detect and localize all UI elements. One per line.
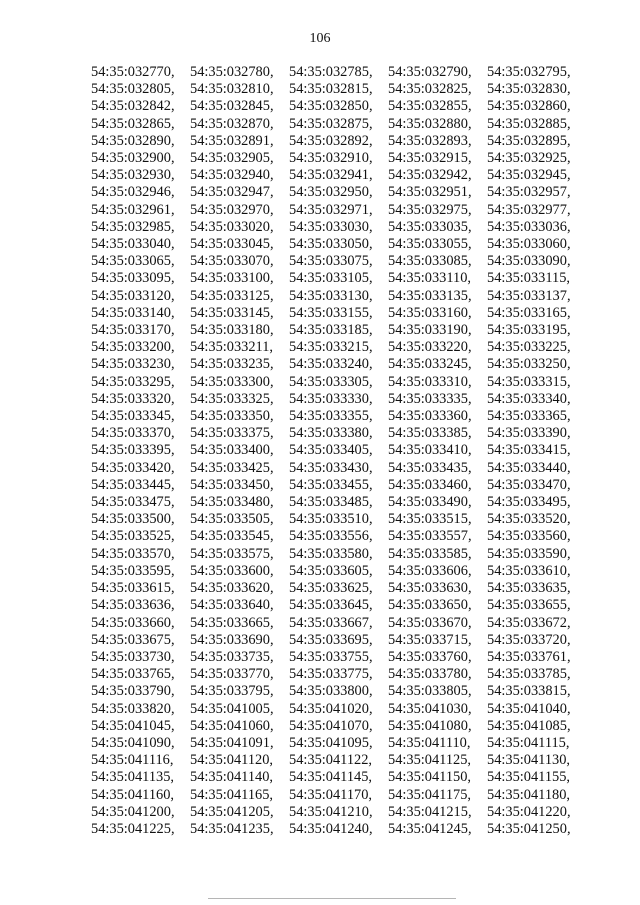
cadastral-number-cell: 54:35:033300, bbox=[190, 373, 274, 390]
table-row bbox=[91, 511, 571, 528]
cadastral-number-cell: 54:35:041155, bbox=[487, 769, 571, 786]
cadastral-number-cell: 54:35:033615, bbox=[91, 580, 175, 597]
cadastral-number-cell: 54:35:033070, bbox=[190, 253, 274, 270]
cadastral-number-cell: 54:35:032893, bbox=[388, 132, 472, 149]
cadastral-number-cell: 54:35:033695, bbox=[289, 631, 373, 648]
bottom-rule bbox=[208, 898, 456, 899]
cadastral-number-cell: 54:35:033330, bbox=[289, 390, 373, 407]
cadastral-number-cell: 54:35:033660, bbox=[91, 614, 175, 631]
cadastral-number-cell: 54:35:033585, bbox=[388, 545, 472, 562]
cadastral-number-cell: 54:35:032977, bbox=[487, 201, 571, 218]
cadastral-number-cell: 54:35:033435, bbox=[388, 459, 472, 476]
cadastral-number-cell: 54:35:033775, bbox=[289, 666, 373, 683]
table-row bbox=[91, 804, 571, 821]
cadastral-number-cell: 54:35:032795, bbox=[487, 64, 571, 80]
cadastral-number-cell: 54:35:032985, bbox=[91, 218, 175, 235]
cadastral-number-cell: 54:35:032785, bbox=[289, 64, 373, 80]
cadastral-number-cell: 54:35:033575, bbox=[190, 545, 274, 562]
table-row bbox=[91, 597, 571, 614]
cadastral-number-cell: 54:35:033110, bbox=[388, 270, 472, 287]
cadastral-number-cell: 54:35:032895, bbox=[487, 132, 571, 149]
cadastral-number-cell: 54:35:033405, bbox=[289, 442, 373, 459]
cadastral-number-cell: 54:35:033635, bbox=[487, 580, 571, 597]
cadastral-number-cell: 54:35:033765, bbox=[91, 666, 175, 683]
cadastral-number-cell: 54:35:033475, bbox=[91, 494, 175, 511]
cadastral-number-cell: 54:35:033335, bbox=[388, 390, 472, 407]
cadastral-number-cell: 54:35:032810, bbox=[190, 81, 274, 98]
cadastral-number-table bbox=[91, 64, 571, 838]
cadastral-number-cell: 54:35:033045, bbox=[190, 236, 274, 253]
cadastral-number-cell: 54:35:033780, bbox=[388, 666, 472, 683]
cadastral-number-cell: 54:35:041080, bbox=[388, 717, 472, 734]
cadastral-number-cell: 54:35:041140, bbox=[190, 769, 274, 786]
cadastral-number-cell: 54:35:033145, bbox=[190, 304, 274, 321]
cadastral-number-cell: 54:35:032970, bbox=[190, 201, 274, 218]
cadastral-number-cell: 54:35:033675, bbox=[91, 631, 175, 648]
cadastral-number-cell: 54:35:033790, bbox=[91, 683, 175, 700]
table-row bbox=[91, 425, 571, 442]
table-row bbox=[91, 408, 571, 425]
cadastral-number-cell: 54:35:032865, bbox=[91, 115, 175, 132]
cadastral-number-cell: 54:35:041235, bbox=[190, 820, 274, 837]
cadastral-number-cell: 54:35:033785, bbox=[487, 666, 571, 683]
cadastral-number-cell: 54:35:041110, bbox=[388, 734, 471, 751]
table-row bbox=[91, 288, 571, 305]
table-row bbox=[91, 64, 571, 81]
cadastral-number-cell: 54:35:033370, bbox=[91, 425, 175, 442]
table-row bbox=[91, 666, 571, 683]
cadastral-number-cell: 54:35:033215, bbox=[289, 339, 373, 356]
cadastral-number-cell: 54:35:033320, bbox=[91, 390, 175, 407]
cadastral-number-cell: 54:35:033160, bbox=[388, 304, 472, 321]
cadastral-number-cell: 54:35:032945, bbox=[487, 167, 571, 184]
cadastral-number-cell: 54:35:033645, bbox=[289, 597, 373, 614]
cadastral-number-cell: 54:35:032910, bbox=[289, 150, 373, 167]
cadastral-number-cell: 54:35:033245, bbox=[388, 356, 472, 373]
cadastral-number-cell: 54:35:033755, bbox=[289, 648, 373, 665]
table-row bbox=[91, 150, 571, 167]
cadastral-number-cell: 54:35:033600, bbox=[190, 562, 274, 579]
cadastral-number-cell: 54:35:033390, bbox=[487, 425, 571, 442]
cadastral-number-cell: 54:35:041030, bbox=[388, 700, 472, 717]
cadastral-number-cell: 54:35:033505, bbox=[190, 511, 274, 528]
table-row bbox=[91, 494, 571, 511]
cadastral-number-cell: 54:35:033730, bbox=[91, 648, 175, 665]
table-row bbox=[91, 270, 571, 287]
cadastral-number-cell: 54:35:033515, bbox=[388, 511, 472, 528]
cadastral-number-cell: 54:35:033355, bbox=[289, 408, 373, 425]
cadastral-number-cell: 54:35:033665, bbox=[190, 614, 274, 631]
cadastral-number-cell: 54:35:033485, bbox=[289, 494, 373, 511]
table-row bbox=[91, 253, 571, 270]
cadastral-number-cell: 54:35:032845, bbox=[190, 98, 274, 115]
cadastral-number-cell: 54:35:033200, bbox=[91, 339, 175, 356]
cadastral-number-cell: 54:35:033495, bbox=[487, 494, 571, 511]
cadastral-number-cell: 54:35:041240, bbox=[289, 820, 373, 837]
cadastral-number-cell: 54:35:033655, bbox=[487, 597, 571, 614]
cadastral-number-cell: 54:35:033667, bbox=[289, 614, 373, 631]
cadastral-number-cell: 54:35:033450, bbox=[190, 476, 274, 493]
cadastral-number-cell: 54:35:033595, bbox=[91, 562, 175, 579]
cadastral-number-cell: 54:35:041135, bbox=[91, 769, 175, 786]
cadastral-number-cell: 54:35:032950, bbox=[289, 184, 373, 201]
cadastral-number-cell: 54:35:033470, bbox=[487, 476, 571, 493]
cadastral-number-cell: 54:35:033295, bbox=[91, 373, 175, 390]
table-row bbox=[91, 356, 571, 373]
cadastral-number-cell: 54:35:032830, bbox=[487, 81, 571, 98]
cadastral-number-cell: 54:35:033720, bbox=[487, 631, 571, 648]
cadastral-number-cell: 54:35:041205, bbox=[190, 803, 274, 820]
table-row bbox=[91, 546, 571, 563]
cadastral-number-cell: 54:35:041200, bbox=[91, 803, 175, 820]
cadastral-number-cell: 54:35:033650, bbox=[388, 597, 472, 614]
cadastral-number-cell: 54:35:033556, bbox=[289, 528, 373, 545]
cadastral-number-cell: 54:35:033420, bbox=[91, 459, 175, 476]
cadastral-number-cell: 54:35:033455, bbox=[289, 476, 373, 493]
cadastral-number-cell: 54:35:033211, bbox=[190, 339, 274, 356]
cadastral-number-cell: 54:35:033350, bbox=[190, 408, 274, 425]
cadastral-number-cell: 54:35:041005, bbox=[190, 700, 274, 717]
cadastral-number-cell: 54:35:041125, bbox=[388, 752, 472, 769]
cadastral-number-cell: 54:35:033460, bbox=[388, 476, 472, 493]
cadastral-number-cell: 54:35:033630, bbox=[388, 580, 472, 597]
cadastral-number-cell: 54:35:041095, bbox=[289, 734, 373, 751]
table-row bbox=[91, 339, 571, 356]
cadastral-number-cell: 54:35:033590, bbox=[487, 545, 571, 562]
cadastral-number-cell: 54:35:033636, bbox=[91, 597, 175, 614]
table-row bbox=[91, 580, 571, 597]
table-row bbox=[91, 219, 571, 236]
cadastral-number-cell: 54:35:033690, bbox=[190, 631, 274, 648]
cadastral-number-cell: 54:35:033135, bbox=[388, 287, 472, 304]
cadastral-number-cell: 54:35:041040, bbox=[487, 700, 571, 717]
cadastral-number-cell: 54:35:041210, bbox=[289, 803, 373, 820]
cadastral-number-cell: 54:35:041180, bbox=[487, 786, 571, 803]
cadastral-number-cell: 54:35:032855, bbox=[388, 98, 472, 115]
table-row bbox=[91, 752, 571, 769]
cadastral-number-cell: 54:35:041225, bbox=[91, 820, 175, 837]
cadastral-number-cell: 54:35:041115, bbox=[487, 734, 570, 751]
cadastral-number-cell: 54:35:033085, bbox=[388, 253, 472, 270]
cadastral-number-cell: 54:35:033360, bbox=[388, 408, 472, 425]
table-row bbox=[91, 769, 571, 786]
cadastral-number-cell: 54:35:033055, bbox=[388, 236, 472, 253]
cadastral-number-cell: 54:35:033240, bbox=[289, 356, 373, 373]
cadastral-number-cell: 54:35:033480, bbox=[190, 494, 274, 511]
cadastral-number-cell: 54:35:033520, bbox=[487, 511, 571, 528]
cadastral-number-cell: 54:35:033036, bbox=[487, 218, 571, 235]
cadastral-number-cell: 54:35:033325, bbox=[190, 390, 274, 407]
cadastral-number-cell: 54:35:033195, bbox=[487, 322, 571, 339]
cadastral-number-cell: 54:35:032915, bbox=[388, 150, 472, 167]
cadastral-number-cell: 54:35:032815, bbox=[289, 81, 373, 98]
cadastral-number-cell: 54:35:033385, bbox=[388, 425, 472, 442]
cadastral-number-cell: 54:35:033805, bbox=[388, 683, 472, 700]
cadastral-number-cell: 54:35:032780, bbox=[190, 64, 274, 80]
cadastral-number-cell: 54:35:033035, bbox=[388, 218, 472, 235]
cadastral-number-cell: 54:35:041175, bbox=[388, 786, 472, 803]
table-row bbox=[91, 701, 571, 718]
cadastral-number-cell: 54:35:033137, bbox=[487, 287, 571, 304]
cadastral-number-cell: 54:35:041215, bbox=[388, 803, 472, 820]
cadastral-number-cell: 54:35:041145, bbox=[289, 769, 373, 786]
cadastral-number-cell: 54:35:041020, bbox=[289, 700, 373, 717]
cadastral-number-cell: 54:35:032805, bbox=[91, 81, 175, 98]
cadastral-number-cell: 54:35:033445, bbox=[91, 476, 175, 493]
table-row bbox=[91, 442, 571, 459]
cadastral-number-cell: 54:35:032942, bbox=[388, 167, 472, 184]
cadastral-number-cell: 54:35:041130, bbox=[487, 752, 571, 769]
cadastral-number-cell: 54:35:033670, bbox=[388, 614, 472, 631]
cadastral-number-cell: 54:35:041245, bbox=[388, 820, 472, 837]
cadastral-number-cell: 54:35:033375, bbox=[190, 425, 274, 442]
cadastral-number-cell: 54:35:033065, bbox=[91, 253, 175, 270]
cadastral-number-cell: 54:35:033380, bbox=[289, 425, 373, 442]
table-row bbox=[91, 528, 571, 545]
cadastral-number-cell: 54:35:041122, bbox=[289, 752, 373, 769]
cadastral-number-cell: 54:35:033060, bbox=[487, 236, 571, 253]
table-body bbox=[91, 64, 571, 838]
table-row bbox=[91, 236, 571, 253]
table-row bbox=[91, 821, 571, 838]
cadastral-number-cell: 54:35:033510, bbox=[289, 511, 373, 528]
table-row bbox=[91, 133, 571, 150]
table-row bbox=[91, 98, 571, 115]
cadastral-number-cell: 54:35:033170, bbox=[91, 322, 175, 339]
cadastral-number-cell: 54:35:032885, bbox=[487, 115, 571, 132]
cadastral-number-cell: 54:35:033115, bbox=[487, 270, 571, 287]
cadastral-number-cell: 54:35:033625, bbox=[289, 580, 373, 597]
cadastral-number-cell: 54:35:032891, bbox=[190, 132, 274, 149]
cadastral-number-cell: 54:35:033235, bbox=[190, 356, 274, 373]
cadastral-number-cell: 54:35:032971, bbox=[289, 201, 373, 218]
cadastral-number-cell: 54:35:033250, bbox=[487, 356, 571, 373]
table-row bbox=[91, 787, 571, 804]
cadastral-number-cell: 54:35:033020, bbox=[190, 218, 274, 235]
cadastral-number-cell: 54:35:033715, bbox=[388, 631, 472, 648]
cadastral-number-cell: 54:35:032941, bbox=[289, 167, 373, 184]
cadastral-number-cell: 54:35:033030, bbox=[289, 218, 373, 235]
cadastral-number-cell: 54:35:032951, bbox=[388, 184, 472, 201]
cadastral-number-cell: 54:35:032946, bbox=[91, 184, 175, 201]
table-row bbox=[91, 116, 571, 133]
cadastral-number-cell: 54:35:041060, bbox=[190, 717, 274, 734]
cadastral-number-cell: 54:35:033570, bbox=[91, 545, 175, 562]
cadastral-number-cell: 54:35:033500, bbox=[91, 511, 175, 528]
cadastral-number-cell: 54:35:032900, bbox=[91, 150, 175, 167]
cadastral-number-cell: 54:35:033557, bbox=[388, 528, 472, 545]
cadastral-number-cell: 54:35:033440, bbox=[487, 459, 571, 476]
cadastral-number-cell: 54:35:032875, bbox=[289, 115, 373, 132]
cadastral-number-cell: 54:35:033820, bbox=[91, 700, 175, 717]
cadastral-number-cell: 54:35:033310, bbox=[388, 373, 472, 390]
cadastral-number-cell: 54:35:041160, bbox=[91, 786, 175, 803]
cadastral-number-cell: 54:35:041170, bbox=[289, 786, 373, 803]
table-row bbox=[91, 477, 571, 494]
cadastral-number-cell: 54:35:033140, bbox=[91, 304, 175, 321]
cadastral-number-cell: 54:35:033610, bbox=[487, 562, 571, 579]
cadastral-number-cell: 54:35:033155, bbox=[289, 304, 373, 321]
cadastral-number-cell: 54:35:041116, bbox=[91, 752, 174, 769]
table-row bbox=[91, 374, 571, 391]
cadastral-number-cell: 54:35:033180, bbox=[190, 322, 274, 339]
cadastral-number-cell: 54:35:033760, bbox=[388, 648, 472, 665]
cadastral-number-cell: 54:35:033490, bbox=[388, 494, 472, 511]
cadastral-number-cell: 54:35:041045, bbox=[91, 717, 175, 734]
cadastral-number-cell: 54:35:033220, bbox=[388, 339, 472, 356]
cadastral-number-cell: 54:35:033761, bbox=[487, 648, 571, 665]
table-row bbox=[91, 563, 571, 580]
cadastral-number-cell: 54:35:032880, bbox=[388, 115, 472, 132]
cadastral-number-cell: 54:35:032850, bbox=[289, 98, 373, 115]
cadastral-number-cell: 54:35:032925, bbox=[487, 150, 571, 167]
cadastral-number-cell: 54:35:041091, bbox=[190, 734, 274, 751]
cadastral-number-cell: 54:35:033095, bbox=[91, 270, 175, 287]
cadastral-number-cell: 54:35:033340, bbox=[487, 390, 571, 407]
cadastral-number-cell: 54:35:033230, bbox=[91, 356, 175, 373]
cadastral-number-cell: 54:35:033190, bbox=[388, 322, 472, 339]
cadastral-number-cell: 54:35:033050, bbox=[289, 236, 373, 253]
table-row bbox=[91, 322, 571, 339]
cadastral-number-cell: 54:35:032790, bbox=[388, 64, 472, 80]
cadastral-number-cell: 54:35:033606, bbox=[388, 562, 472, 579]
cadastral-number-cell: 54:35:033090, bbox=[487, 253, 571, 270]
cadastral-number-cell: 54:35:041150, bbox=[388, 769, 472, 786]
cadastral-number-cell: 54:35:033395, bbox=[91, 442, 175, 459]
table-row bbox=[91, 683, 571, 700]
cadastral-number-cell: 54:35:032842, bbox=[91, 98, 175, 115]
cadastral-number-cell: 54:35:033120, bbox=[91, 287, 175, 304]
cadastral-number-cell: 54:35:033075, bbox=[289, 253, 373, 270]
cadastral-number-cell: 54:35:041090, bbox=[91, 734, 175, 751]
table-row bbox=[91, 735, 571, 752]
cadastral-number-cell: 54:35:032957, bbox=[487, 184, 571, 201]
cadastral-number-cell: 54:35:033620, bbox=[190, 580, 274, 597]
table-row bbox=[91, 167, 571, 184]
cadastral-number-cell: 54:35:033580, bbox=[289, 545, 373, 562]
cadastral-number-cell: 54:35:033640, bbox=[190, 597, 274, 614]
cadastral-number-cell: 54:35:033672, bbox=[487, 614, 571, 631]
cadastral-number-cell: 54:35:041250, bbox=[487, 820, 571, 837]
cadastral-number-cell: 54:35:041085, bbox=[487, 717, 571, 734]
page-number: 106 bbox=[309, 31, 331, 46]
cadastral-number-cell: 54:35:033770, bbox=[190, 666, 274, 683]
cadastral-number-cell: 54:35:033225, bbox=[487, 339, 571, 356]
cadastral-number-cell: 54:35:033130, bbox=[289, 287, 373, 304]
cadastral-number-cell: 54:35:041220, bbox=[487, 803, 571, 820]
cadastral-number-cell: 54:35:033815, bbox=[487, 683, 571, 700]
table-row bbox=[91, 184, 571, 201]
cadastral-number-cell: 54:35:033545, bbox=[190, 528, 274, 545]
cadastral-number-cell: 54:35:033560, bbox=[487, 528, 571, 545]
cadastral-number-cell: 54:35:032860, bbox=[487, 98, 571, 115]
cadastral-number-cell: 54:35:033430, bbox=[289, 459, 373, 476]
cadastral-number-cell: 54:35:032940, bbox=[190, 167, 274, 184]
table-row bbox=[91, 649, 571, 666]
table-row bbox=[91, 391, 571, 408]
table-row bbox=[91, 632, 571, 649]
cadastral-number-cell: 54:35:032930, bbox=[91, 167, 175, 184]
cadastral-number-cell: 54:35:033410, bbox=[388, 442, 472, 459]
cadastral-number-cell: 54:35:033735, bbox=[190, 648, 274, 665]
cadastral-number-cell: 54:35:033415, bbox=[487, 442, 571, 459]
cadastral-number-cell: 54:35:032892, bbox=[289, 132, 373, 149]
cadastral-number-cell: 54:35:032770, bbox=[91, 64, 175, 80]
cadastral-number-cell: 54:35:041070, bbox=[289, 717, 373, 734]
cadastral-number-cell: 54:35:032890, bbox=[91, 132, 175, 149]
cadastral-number-cell: 54:35:033305, bbox=[289, 373, 373, 390]
cadastral-number-cell: 54:35:032825, bbox=[388, 81, 472, 98]
cadastral-number-cell: 54:35:032975, bbox=[388, 201, 472, 218]
cadastral-number-cell: 54:35:033605, bbox=[289, 562, 373, 579]
table-row bbox=[91, 305, 571, 322]
cadastral-number-cell: 54:35:033400, bbox=[190, 442, 274, 459]
cadastral-number-cell: 54:35:041120, bbox=[190, 752, 274, 769]
cadastral-number-cell: 54:35:033100, bbox=[190, 270, 274, 287]
cadastral-number-cell: 54:35:033795, bbox=[190, 683, 274, 700]
cadastral-number-cell: 54:35:032947, bbox=[190, 184, 274, 201]
cadastral-number-cell: 54:35:033040, bbox=[91, 236, 175, 253]
table-row bbox=[91, 615, 571, 632]
cadastral-number-cell: 54:35:033165, bbox=[487, 304, 571, 321]
cadastral-number-cell: 54:35:033185, bbox=[289, 322, 373, 339]
cadastral-number-cell: 54:35:033345, bbox=[91, 408, 175, 425]
table-row bbox=[91, 460, 571, 477]
cadastral-number-cell: 54:35:033125, bbox=[190, 287, 274, 304]
cadastral-number-cell: 54:35:033105, bbox=[289, 270, 373, 287]
cadastral-number-cell: 54:35:033365, bbox=[487, 408, 571, 425]
cadastral-number-cell: 54:35:033800, bbox=[289, 683, 373, 700]
cadastral-number-cell: 54:35:032870, bbox=[190, 115, 274, 132]
cadastral-number-cell: 54:35:033315, bbox=[487, 373, 571, 390]
table-row bbox=[91, 81, 571, 98]
cadastral-number-cell: 54:35:033425, bbox=[190, 459, 274, 476]
cadastral-number-cell: 54:35:033525, bbox=[91, 528, 175, 545]
cadastral-number-cell: 54:35:041165, bbox=[190, 786, 274, 803]
table-row bbox=[91, 202, 571, 219]
table-row bbox=[91, 718, 571, 735]
cadastral-number-cell: 54:35:032961, bbox=[91, 201, 175, 218]
cadastral-number-cell: 54:35:032905, bbox=[190, 150, 274, 167]
